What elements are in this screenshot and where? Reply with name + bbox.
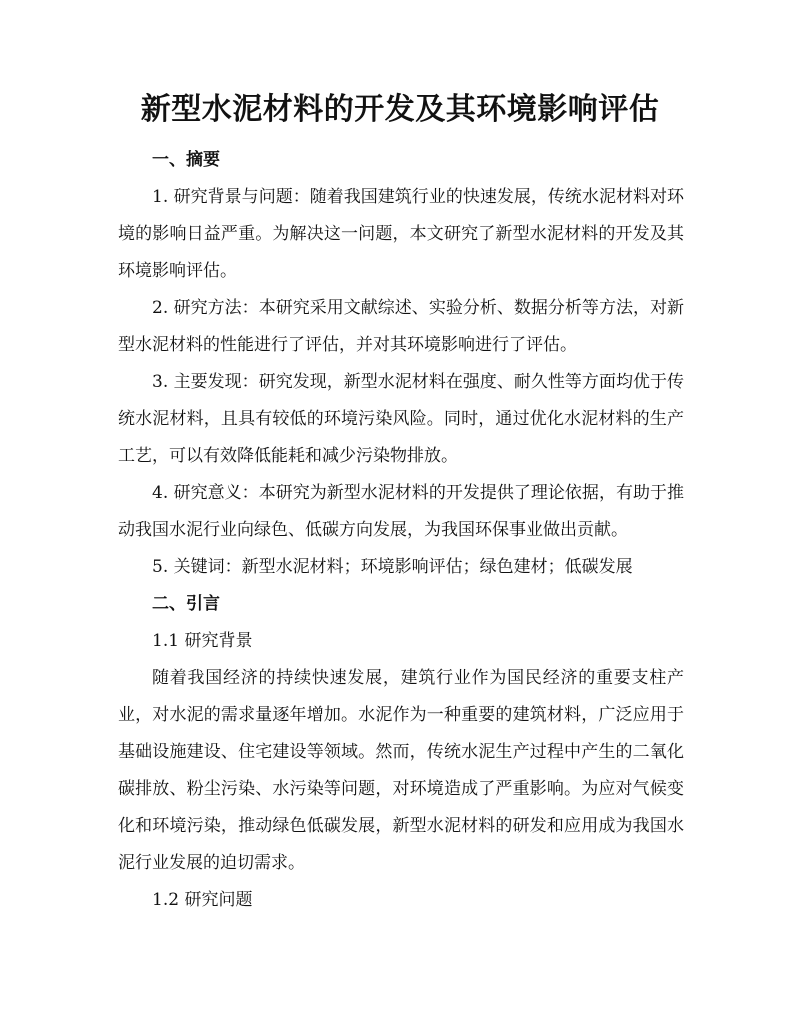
background-paragraph: 随着我国经济的持续快速发展，建筑行业作为国民经济的重要支柱产业，对水泥的需求量逐年增加。水泥作为一种重要的建筑材料，广泛应用于基础设施建设、住宅建设等领域。然而，传统水泥生产过程中产生的二氧化碳排放、粉尘污染、水污染等问题，对环境造成了严重影响。为应对气候变化和环境污染，推动绿色低碳发展，新型水泥材料的研发和应用成为我国水泥行业发展的迫切需求。: [118, 668, 684, 873]
abstract-item-findings: 3. 主要发现：研究发现，新型水泥材料在强度、耐久性等方面均优于传统水泥材料，且具有较低的环境污染风险。同时，通过优化水泥材料的生产工艺，可以有效降低能耗和减少污染物排放。: [118, 372, 684, 466]
abstract-item-methods: 2. 研究方法：本研究采用文献综述、实验分析、数据分析等方法，对新型水泥材料的性能进行了评估，并对其环境影响进行了评估。: [118, 298, 684, 355]
abstract-item-background: 1. 研究背景与问题：随着我国建筑行业的快速发展，传统水泥材料对环境的影响日益严重。为解决这一问题，本文研究了新型水泥材料的开发及其环境影响评估。: [118, 187, 684, 281]
subsection-heading-background: 1.1 研究背景: [152, 631, 253, 651]
subsection-heading-problem: 1.2 研究问题: [152, 890, 253, 910]
abstract-item-keywords: 5. 关键词：新型水泥材料；环境影响评估；绿色建材；低碳发展: [152, 557, 633, 577]
section-heading-abstract: 一、摘要: [152, 150, 220, 170]
section-heading-introduction: 二、引言: [152, 594, 220, 614]
document-body: [118, 142, 684, 919]
document-title: 新型水泥材料的开发及其环境影响评估: [140, 92, 660, 127]
abstract-item-significance: 4. 研究意义：本研究为新型水泥材料的开发提供了理论依据，有助于推动我国水泥行业向绿色、低碳方向发展，为我国环保事业做出贡献。: [118, 483, 684, 540]
